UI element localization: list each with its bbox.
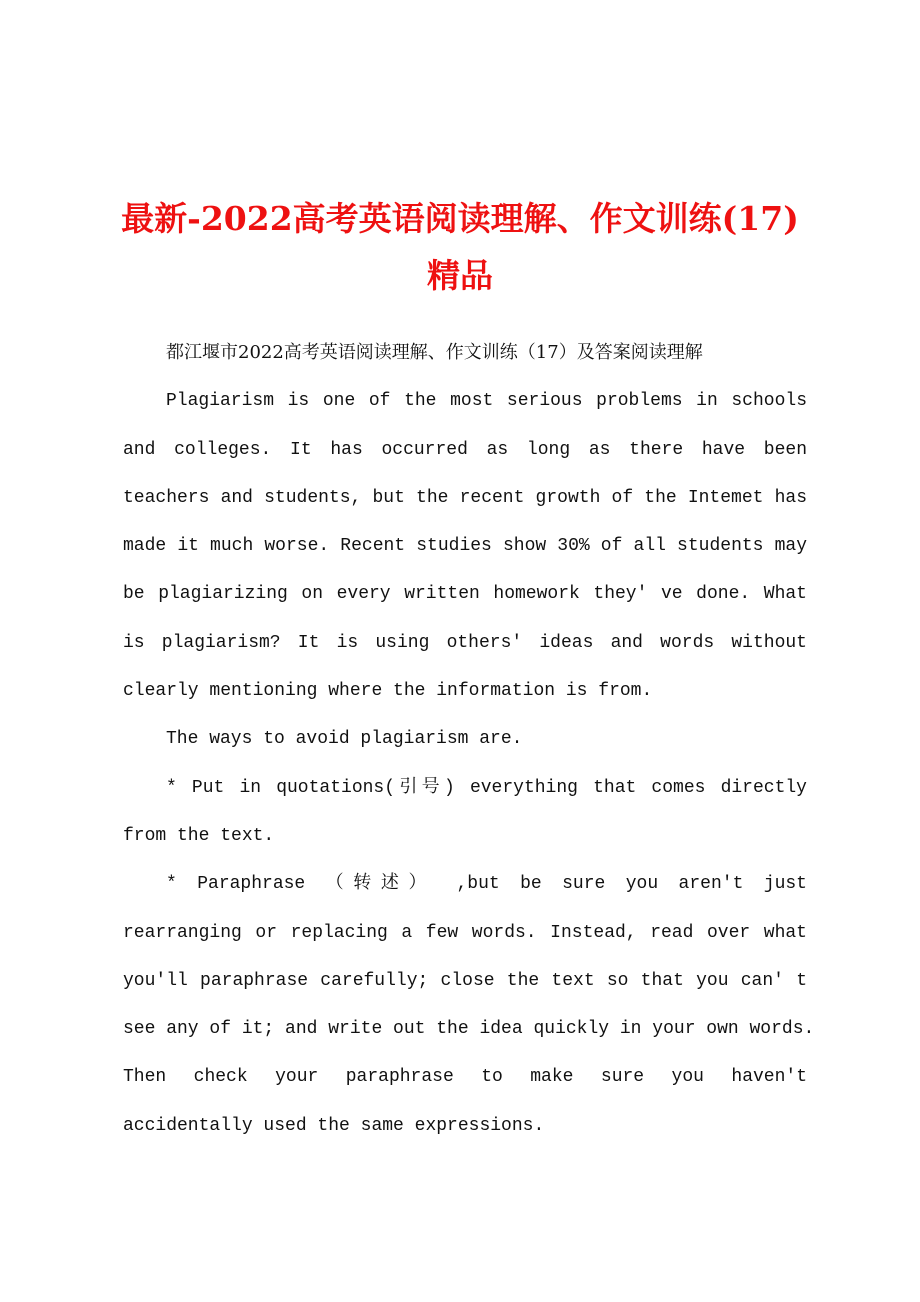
text-line: * Put in quotations(引号) everything that comes directly: [166, 777, 807, 798]
paragraph: [123, 764, 807, 861]
text-line: made it much worse. Recent studies show 30% of all students may: [123, 536, 807, 557]
text-line: you'll paraphrase carefully; close the text so that you can' t: [123, 970, 807, 991]
text-line: from the text.: [123, 825, 275, 846]
text-line: teachers and students, but the recent growth of the Intemet has: [123, 487, 807, 508]
paragraph: [123, 860, 815, 1150]
text-line: The ways to avoid plagiarism are.: [166, 729, 523, 750]
title-line-2: 精品: [427, 256, 493, 295]
text-line: accidentally used the same expressions.: [123, 1115, 545, 1136]
text-line: Then check your paraphrase to make sure you haven't: [123, 1067, 807, 1088]
text-line: be plagiarizing on every written homework they' ve done. What: [123, 584, 807, 605]
text-line: * Paraphrase （转述） ,but be sure you aren't just: [166, 874, 807, 895]
text-line: and colleges. It has occurred as long as there have been: [123, 439, 807, 460]
text-line: see any of it; and write out the idea quickly in your own words.: [123, 1019, 815, 1040]
paragraph: [123, 377, 807, 715]
document-title: [0, 190, 920, 304]
paragraph: [123, 715, 807, 763]
text-line: is plagiarism? It is using others' ideas and words without: [123, 632, 807, 653]
text-line: Plagiarism is one of the most serious problems in schools: [166, 391, 807, 412]
text-line: clearly mentioning where the information is from.: [123, 681, 653, 702]
text-line: rearranging or replacing a few words. Instead, read over what: [123, 922, 807, 943]
title-line-1: 最新-2022高考英语阅读理解、作文训练(17): [121, 199, 799, 238]
document-body: [123, 329, 815, 1150]
subtitle: 都江堰市2022高考英语阅读理解、作文训练（17）及答案阅读理解: [166, 342, 703, 363]
